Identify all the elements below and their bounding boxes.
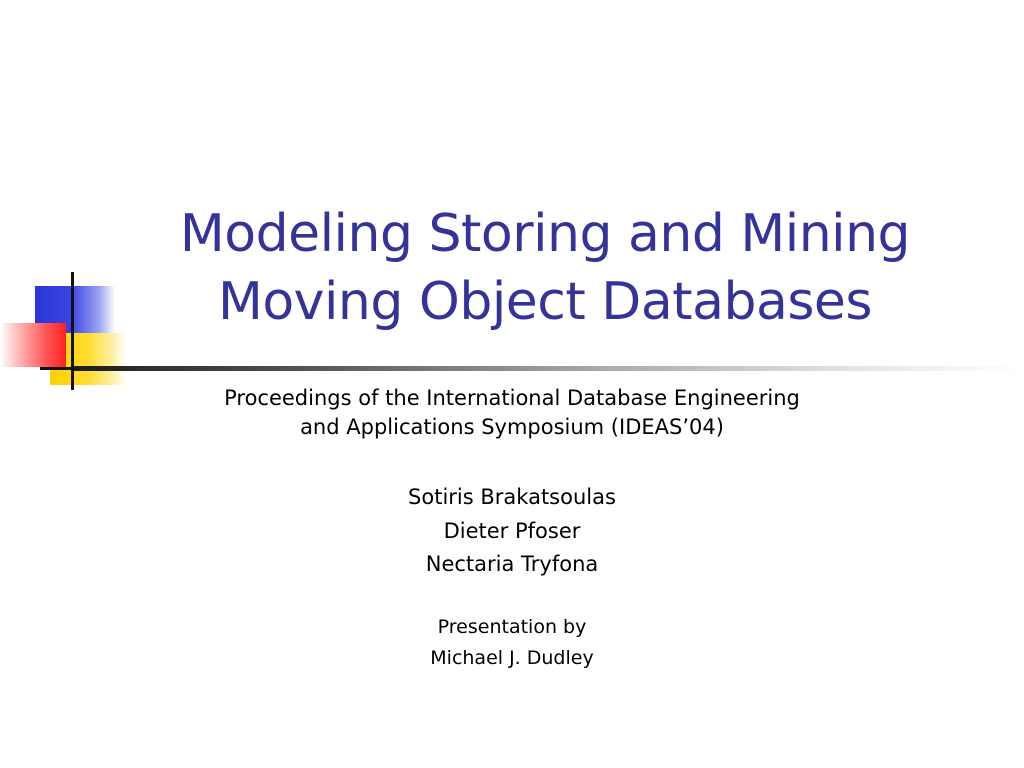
- title-line-2: Moving Object Databases: [218, 272, 872, 332]
- author-name: Nectaria Tryfona: [425, 552, 599, 576]
- proceedings-line-1: Proceedings of the International Database Engineering: [224, 386, 800, 410]
- red-bar-decoration: [0, 323, 66, 367]
- presentation-label: Presentation by: [437, 615, 587, 638]
- slide-title: [140, 200, 950, 336]
- author-name: Sotiris Brakatsoulas: [408, 485, 616, 509]
- title-divider-rule: [74, 366, 1024, 371]
- slide-body: [140, 384, 884, 674]
- proceedings-line-2: and Applications Symposium (IDEAS’04): [300, 415, 724, 439]
- presenter-block: [140, 612, 884, 674]
- presenter-name: Michael J. Dudley: [430, 646, 594, 669]
- title-line-1: Modeling Storing and Mining: [179, 204, 911, 264]
- author-list: [140, 481, 884, 582]
- decorative-ornament: [0, 0, 140, 400]
- proceedings-text: [140, 384, 884, 442]
- vertical-line-decoration: [71, 272, 74, 390]
- author-name: Dieter Pfoser: [443, 518, 581, 543]
